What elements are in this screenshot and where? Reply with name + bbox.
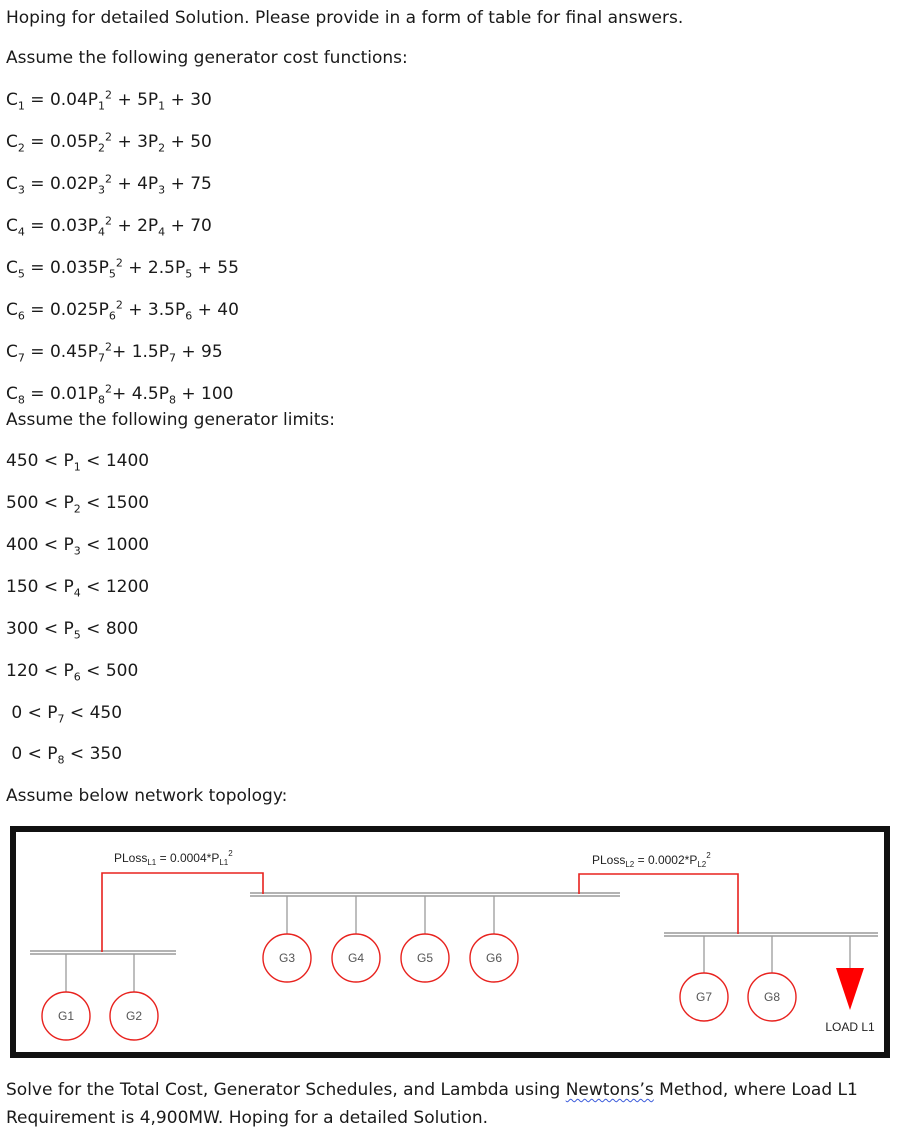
intro-text: Hoping for detailed Solution. Please provide in a form of table for final answers. [6, 8, 684, 28]
question-line-2: Requirement is 4,900MW. Hoping for a detailed Solution. [6, 1108, 489, 1128]
limit-p3: $400 < P_3 < 1000$ [6, 535, 150, 558]
svg-text:G5: G5 [416, 951, 434, 965]
svg-text:G1: G1 [57, 1009, 75, 1023]
cost-function-c7: $C_7 = 0.45P_7^2+ 1.5P_7 + 95$ [6, 340, 223, 365]
generator-g2 [110, 992, 158, 1040]
topology-heading: Assume below network topology: [6, 786, 288, 806]
limit-p6: $120 < P_6 < 500$ [6, 661, 139, 684]
limit-p4: $150 < P_4 < 1200$ [6, 577, 150, 600]
svg-text:G6: G6 [485, 951, 503, 965]
generator-g4 [332, 934, 380, 982]
limits-heading: Assume the following generator limits: [6, 410, 336, 430]
limit-p1: $450 < P_1 < 1400$ [6, 451, 150, 474]
generator-g1 [42, 992, 90, 1040]
cost-function-c4: $C_4 = 0.03P_4^2 + 2P_4 + 70$ [6, 214, 212, 239]
question-line-1: Solve for the Total Cost, Generator Schedules, and Lambda using Newtons’s Method, where Load L1 [6, 1080, 858, 1100]
limit-p8: $0 < P_8 < 350$ [6, 744, 123, 767]
svg-text:G2: G2 [125, 1009, 143, 1023]
newton-misspelled-word: Newtons’s [565, 1080, 654, 1100]
generator-g6 [470, 934, 518, 982]
svg-text:G4: G4 [347, 951, 365, 965]
load-label: LOAD L1 [825, 1020, 875, 1034]
svg-text:G8: G8 [763, 990, 781, 1004]
svg-text:G7: G7 [695, 990, 713, 1004]
limit-p2: $500 < P_2 < 1500$ [6, 493, 150, 516]
cost-function-c5: $C_5 = 0.035P_5^2 + 2.5P_5 + 55$ [6, 256, 239, 281]
cost-function-c2: $C_2 = 0.05P_2^2 + 3P_2 + 50$ [6, 130, 212, 155]
ploss-l1-label: PLoss$_{L1}$ = $0.0004*P_{L1}^2$ [114, 849, 233, 867]
generator-g8 [748, 973, 796, 1021]
limit-p5: $300 < P_5 < 800$ [6, 619, 139, 642]
network-topology-diagram [10, 826, 890, 1058]
cost-function-c6: $C_6 = 0.025P_6^2 + 3.5P_6 + 40$ [6, 298, 239, 323]
cost-function-c1: $C_1 = 0.04P_1^2 + 5P_1 + 30$ [6, 88, 212, 113]
cost-function-c8: $C_8 = 0.01P_8^2+ 4.5P_8 + 100$ [6, 382, 234, 407]
generator-g5 [401, 934, 449, 982]
limit-p7: $0 < P_7 < 450$ [6, 703, 123, 726]
cost-heading: Assume the following generator cost functions: [6, 48, 408, 68]
ploss-l2-label: PLoss$_{L2}$ = $0.0002*P_{L2}^2$ [592, 851, 711, 869]
svg-text:G3: G3 [278, 951, 296, 965]
generator-g7 [680, 973, 728, 1021]
cost-function-c3: $C_3 = 0.02P_3^2 + 4P_3 + 75$ [6, 172, 212, 197]
generator-g3 [263, 934, 311, 982]
